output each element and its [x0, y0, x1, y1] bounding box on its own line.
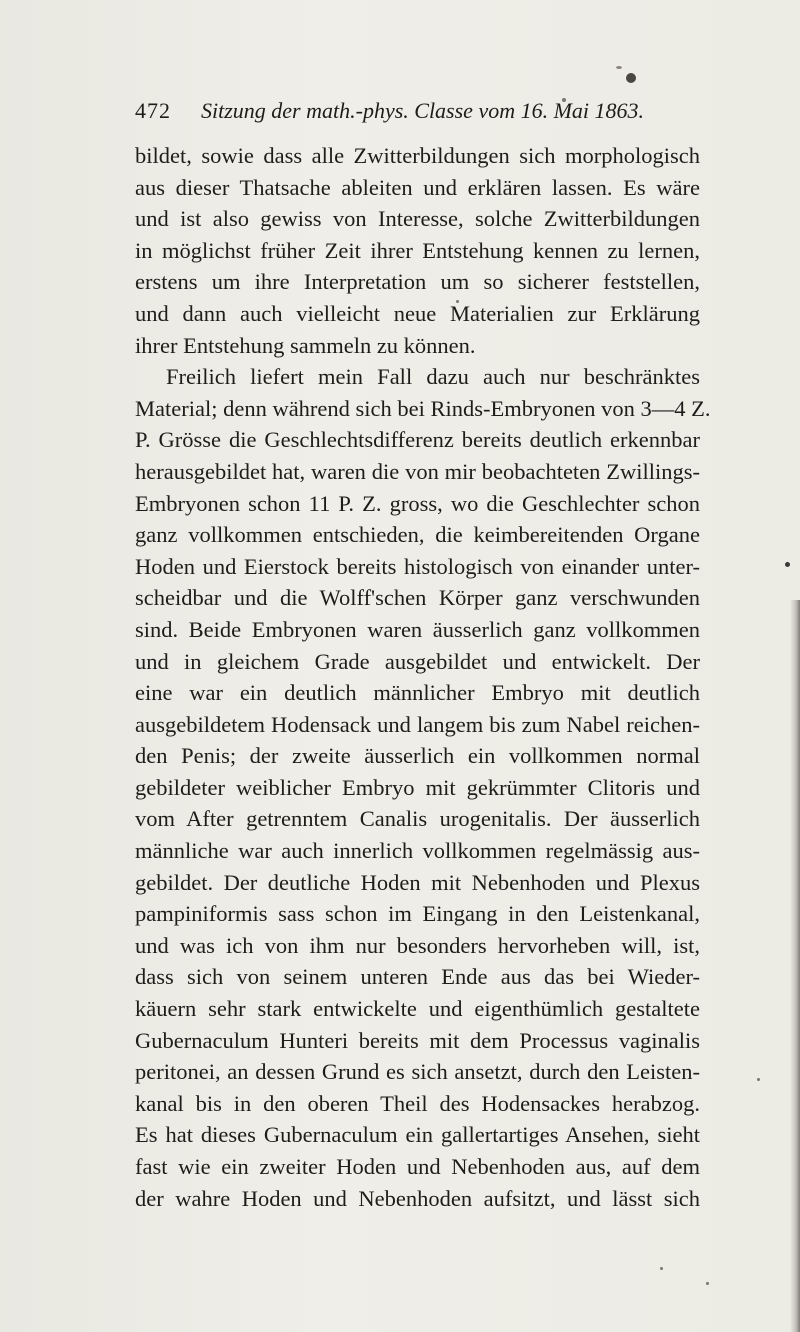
text-line: Es hat dieses Gubernaculum ein gallertartiges Ansehen, sieht [135, 1122, 700, 1148]
text-line: Embryonen schon 11 P. Z. gross, wo die Geschlechter schon [135, 490, 700, 516]
text-line: käuern sehr stark entwickelte und eigenthümlich gestaltete [135, 996, 700, 1022]
text-line: und in gleichem Grade ausgebildet und entwickelt. Der [135, 648, 700, 674]
text-line: P. Grösse die Geschlechtsdifferenz bereits deutlich erkennbar [135, 427, 700, 453]
text-line: erstens um ihre Interpretation um so sicherer feststellen, [135, 269, 700, 295]
text-line: herausgebildet hat, waren die von mir beobachteten Zwillings- [135, 458, 700, 484]
text-line: ausgebildetem Hodensack und langem bis zum Nabel reichen- [135, 711, 700, 737]
text-line: Hoden und Eierstock bereits histologisch von einander unter- [135, 553, 700, 579]
text-line: den Penis; der zweite äusserlich ein vollkommen normal [135, 743, 700, 769]
text-line: peritonei, an dessen Grund es sich ansetzt, durch den Leisten- [135, 1059, 700, 1085]
text-line: der wahre Hoden und Nebenhoden aufsitzt, und lässt sich [135, 1185, 700, 1211]
text-line: und was ich von ihm nur besonders hervorheben will, ist, [135, 932, 700, 958]
text-line: Material; denn während sich bei Rinds-Embryonen von 3—4 Z. [135, 395, 711, 421]
text-line: eine war ein deutlich männlicher Embryo mit deutlich [135, 680, 700, 706]
running-head: Sitzung der math.-phys. Classe vom 16. Mai 1863. [201, 98, 645, 123]
page-header [135, 98, 695, 132]
text-line: dass sich von seinem unteren Ende aus das bei Wieder- [135, 964, 700, 990]
text-line: ganz vollkommen entschieden, die keimbereitenden Organe [135, 522, 700, 548]
text-line: gebildet. Der deutliche Hoden mit Nebenhoden und Plexus [135, 869, 700, 895]
page-edge-shadow [790, 600, 800, 1332]
text-line: gebildeter weiblicher Embryo mit gekrümmter Clitoris und [135, 774, 700, 800]
body-text [135, 140, 711, 1214]
text-line: vom After getrenntem Canalis urogenitalis. Der äusserlich [135, 806, 700, 832]
text-line: Freilich liefert mein Fall dazu auch nur beschränktes [166, 364, 700, 390]
text-line: bildet, sowie dass alle Zwitterbildungen sich morphologisch [135, 143, 700, 168]
page-number: 472 [135, 98, 171, 123]
text-line: und dann auch vielleicht neue Materialien zur Erklärung [135, 300, 700, 326]
text-line: Gubernaculum Hunteri bereits mit dem Processus vaginalis [135, 1027, 700, 1053]
text-line: scheidbar und die Wolff'schen Körper ganz verschwunden [135, 585, 700, 611]
text-line: sind. Beide Embryonen waren äusserlich ganz vollkommen [135, 616, 700, 642]
text-line: pampiniformis sass schon im Eingang in den Leistenkanal, [135, 901, 700, 927]
text-line: männliche war auch innerlich vollkommen regelmässig aus- [135, 838, 700, 864]
text-line: und ist also gewiss von Interesse, solche Zwitterbildungen [135, 206, 700, 232]
text-line: in möglichst früher Zeit ihrer Entstehung kennen zu lernen, [135, 237, 700, 263]
text-line: fast wie ein zweiter Hoden und Nebenhoden aus, auf dem [135, 1154, 700, 1179]
text-line: kanal bis in den oberen Theil des Hodensackes herabzog. [135, 1090, 700, 1116]
text-line: aus dieser Thatsache ableiten und erklären lassen. Es wäre [135, 174, 700, 200]
text-line: ihrer Entstehung sammeln zu können. [135, 332, 476, 358]
